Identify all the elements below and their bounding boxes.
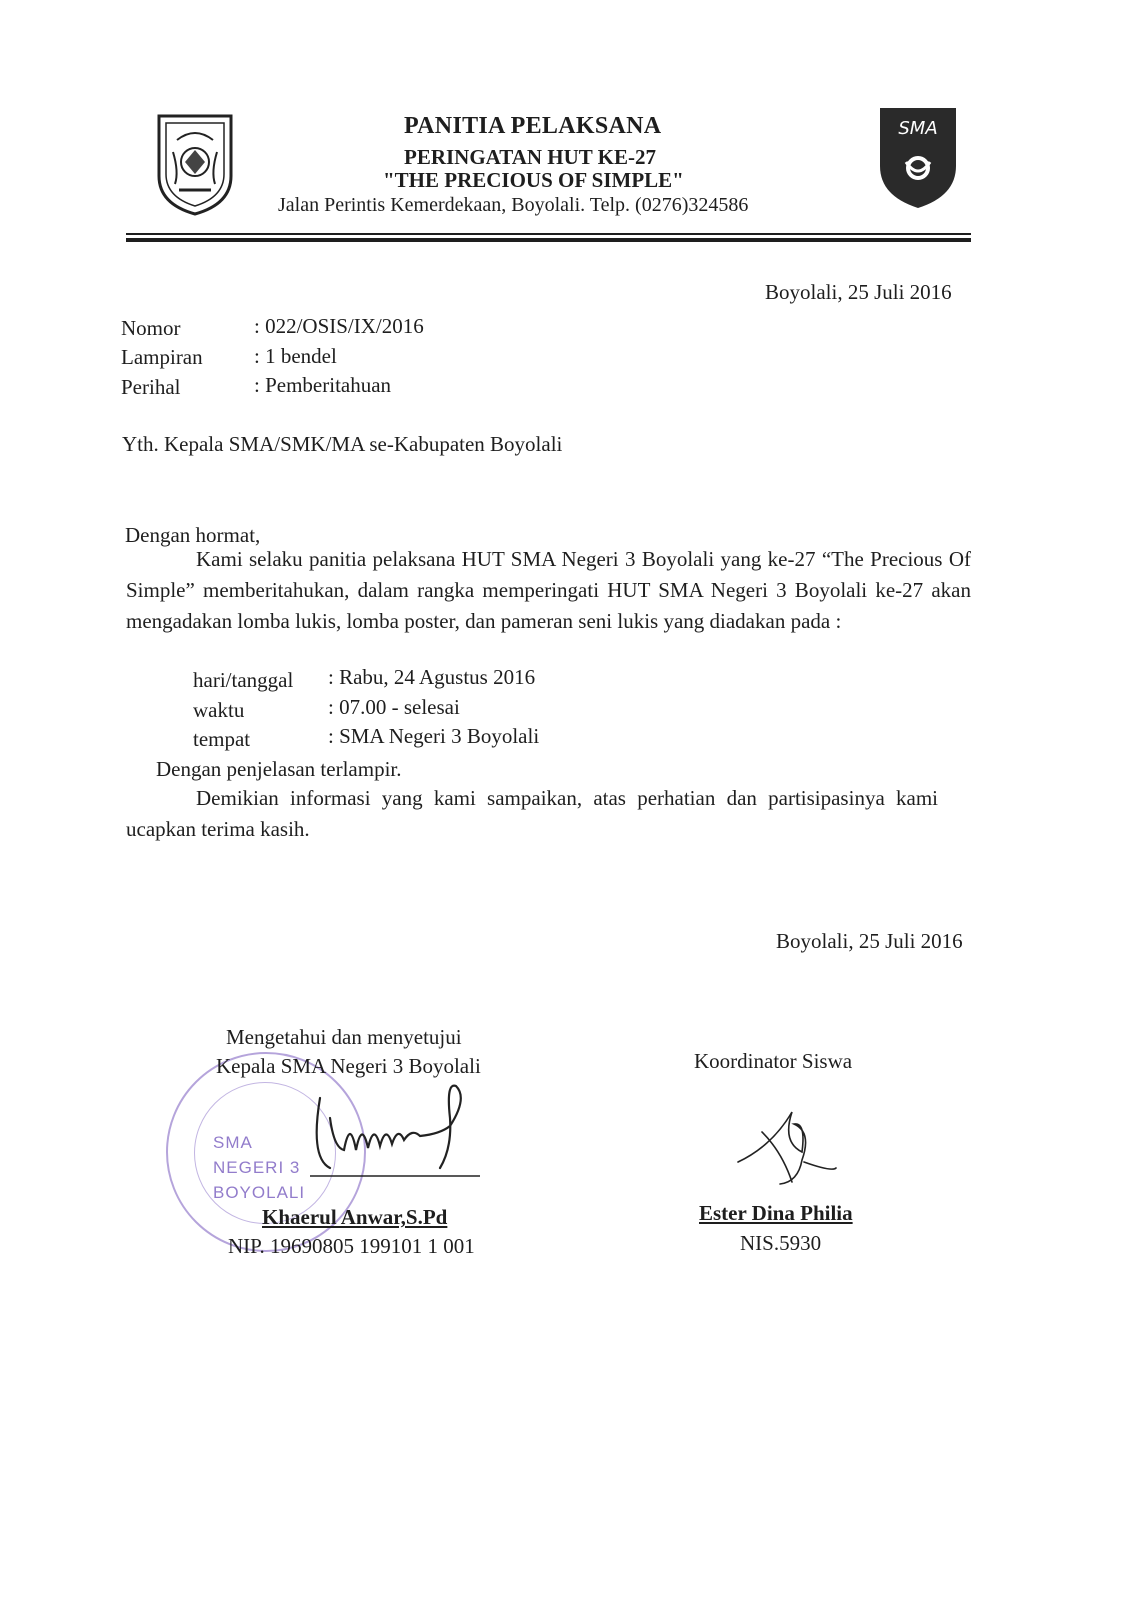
letterhead-theme: "THE PRECIOUS OF SIMPLE" [383,168,684,192]
addressee: Yth. Kepala SMA/SMK/MA se-Kabupaten Boyolali [122,432,563,456]
meta-label: Nomor [121,316,181,340]
detail-value: : 07.00 - selesai [328,695,460,719]
principal-signature [300,1078,490,1188]
approval-line: Mengetahui dan menyetujui [226,1025,462,1049]
detail-value: : Rabu, 24 Agustus 2016 [328,665,536,689]
meta-value: : 1 bendel [254,344,337,368]
regency-crest-icon [155,112,235,216]
coordinator-title: Koordinator Siswa [694,1049,853,1073]
detail-label: hari/tanggal [193,668,294,692]
closing-paragraph [126,783,938,845]
header-rule-thick [126,238,971,242]
detail-label: tempat [193,727,251,751]
salutation: Dengan hormat, [125,523,261,547]
principal-name: Khaerul Anwar,S.Pd [262,1205,448,1229]
body-paragraph-text: Kami selaku panitia pelaksana HUT SMA Negeri 3 Boyolali yang ke-27 “The Precious Of Simple” memberitahukan, dalam rangka memperingati HUT SMA Negeri 3 Boyolali ke-27 akan mengadakan lomba lukis, lomba poster, dan pameran seni lukis yang diadakan pada : [126,547,971,633]
closing-text: Demikian informasi yang kami sampaikan, atas perhatian dan partisipasinya kami ucapkan terima kasih. [126,786,938,841]
stamp-text: SMA NEGERI 3 BOYOLALI [213,1133,306,1202]
attachment-note: Dengan penjelasan terlampir. [156,757,402,781]
letter-date: Boyolali, 25 Juli 2016 [765,280,952,304]
principal-title: Kepala SMA Negeri 3 Boyolali [216,1054,481,1078]
meta-label: Lampiran [121,345,203,369]
detail-label: waktu [193,698,245,722]
signature-date: Boyolali, 25 Juli 2016 [776,929,963,953]
detail-value: : SMA Negeri 3 Boyolali [328,724,540,748]
letterhead-address: Jalan Perintis Kemerdekaan, Boyolali. Telp. (0276)324586 [278,194,749,216]
principal-nip: NIP. 19690805 199101 1 001 [228,1234,475,1258]
meta-label: Perihal [121,375,181,399]
meta-value: : Pemberitahuan [254,373,392,397]
coordinator-signature [732,1102,842,1192]
meta-value: : 022/OSIS/IX/2016 [254,314,424,338]
coordinator-nis: NIS.5930 [740,1231,822,1255]
sma-logo-text: SMA [898,118,938,139]
sma-shield-logo [878,104,958,210]
body-paragraph [126,544,971,637]
letterhead-subtitle: PERINGATAN HUT KE-27 [404,145,657,169]
letterhead-title: PANITIA PELAKSANA [404,113,662,139]
header-rule-thin [126,233,971,235]
coordinator-name: Ester Dina Philia [699,1201,853,1225]
